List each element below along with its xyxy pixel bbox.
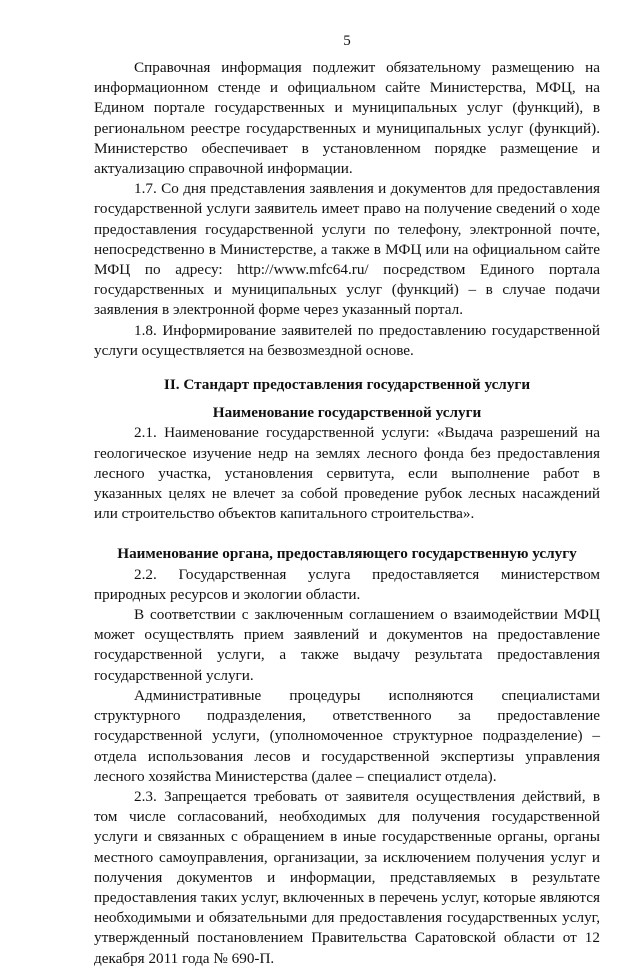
document-page xyxy=(94,32,600,969)
section-title: II. Стандарт предоставления государственной услуги xyxy=(163,376,531,394)
paragraph-1-7: 1.7. Со дня представления заявления и документов для предоставления государственной услуги заявитель имеет право на получение сведений о ходе предоставления государственной услуги по телефону, электронной почте, непосредственно в Министерстве, а также в МФЦ или на официальном сайте МФЦ по адресу: http://www.mfc64.ru/ посредством Единого портала государственных и муниципальных услуг (функций) – в случае подачи заявления в электронной форме через указанный портал. xyxy=(94,180,600,319)
paragraph-reference-info: Справочная информация подлежит обязательному размещению на информационном стенде и официальном сайте Министерства, МФЦ, на Едином портале государственных и муниципальных услуг (функций), в региональном реестре государственных и муниципальных услуг (функций). Министерство обеспечивает в установленном порядке размещение и актуализацию справочной информации. xyxy=(94,59,600,178)
paragraph-admin-procedures: Административные процедуры исполняются специалистами структурного подразделения, ответственного за предоставление государственной услуги, (уполномоченное структурное подразделение) – отдела использования лесов и государственной экспертизы управления лесного хозяйства Министерства (далее – специалист отдела). xyxy=(94,686,600,785)
page-number: 5 xyxy=(343,33,351,49)
paragraph-2-3: 2.3. Запрещается требовать от заявителя осуществления действий, в том числе согласований, необходимых для получения государственной услуги и связанных с обращением в иные государственные органы, органы местного самоуправления, организации, за исключением получения услуг и получения документов и информации, представляемых в результате предоставления таких услуг, включенных в перечень услуг, которые являются необходимыми и обязательными для предоставления государственных услуг, утвержденный постановлением Правительства Саратовской области от 12 декабря 2011 года № 690-П. xyxy=(94,787,600,967)
paragraph-mfc-agreement: В соответствии с заключенным соглашением о взаимодействии МФЦ может осуществлять прием заявлений и документов на предоставление государственной услуги, а также выдачу результата предоставления государственной услуги. xyxy=(94,606,600,684)
paragraph-2-1: 2.1. Наименование государственной услуги: «Выдача разрешений на геологическое изучение недр на землях лесного фонда без предоставления лесного участка, установления сервитута, если выполнение работ в указанных целях не влечет за собой проведение рубок лесных насаждений или строительство объектов капитального строительства». xyxy=(94,424,600,523)
subsection-title-authority: Наименование органа, предоставляющего государственную услугу xyxy=(117,545,577,563)
paragraph-2-2: 2.2. Государственная услуга предоставляется министерством природных ресурсов и экологии области. xyxy=(94,565,600,603)
subsection-title-service-name: Наименование государственной услуги xyxy=(212,404,482,422)
paragraph-1-8: 1.8. Информирование заявителей по предоставлению государственной услуги осуществляется на безвозмездной основе. xyxy=(94,321,600,359)
